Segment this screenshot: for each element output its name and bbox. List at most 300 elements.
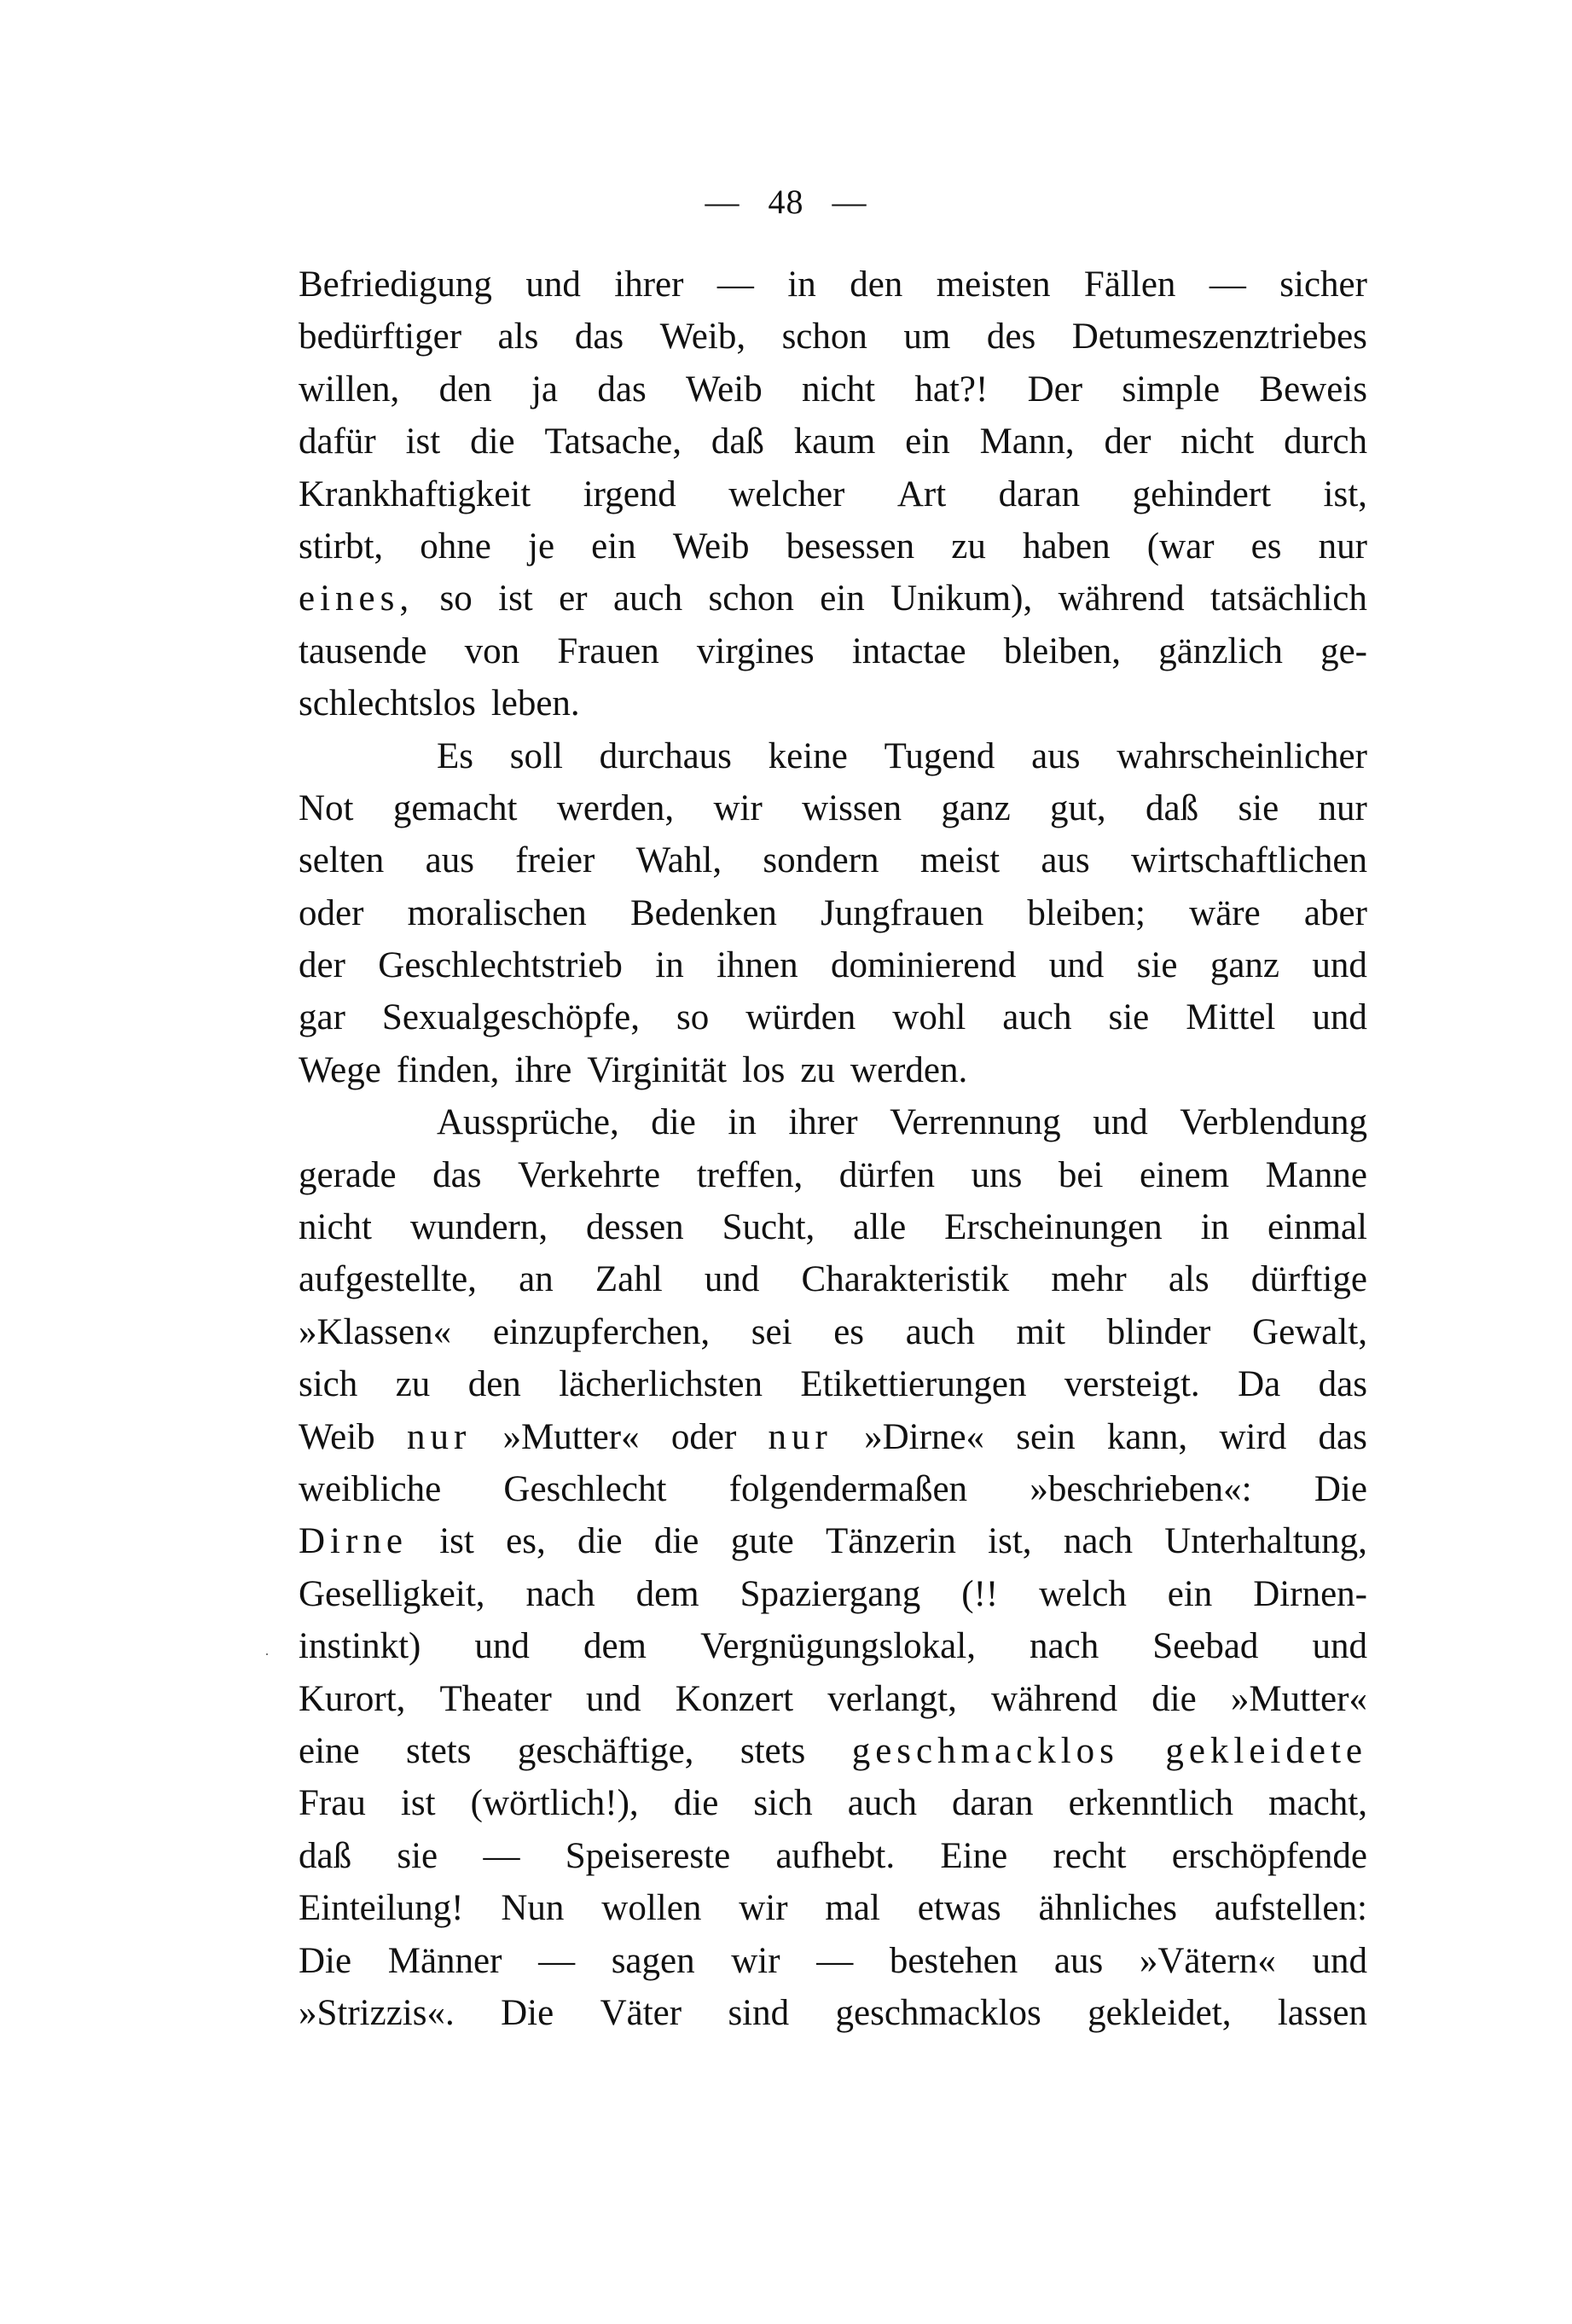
text-line <box>299 1777 1367 1829</box>
word: und <box>704 1259 760 1300</box>
word: Männer <box>387 1940 502 1981</box>
word: einem <box>1139 1154 1230 1195</box>
word: Konzert <box>675 1678 794 1719</box>
page-number-value: 48 <box>768 183 804 221</box>
word: Weib <box>672 526 750 566</box>
word: »Mutter« <box>502 1416 640 1457</box>
body-text <box>299 259 1367 2039</box>
word: Dirne <box>299 1521 408 1562</box>
word: und <box>585 1678 641 1719</box>
word: folgendermaßen <box>728 1468 968 1509</box>
word: je <box>528 526 555 566</box>
word: mehr <box>1051 1259 1127 1300</box>
word: sagen <box>611 1940 695 1981</box>
word: ihrer <box>788 1102 858 1143</box>
word: stirbt, <box>299 526 384 566</box>
word: werden, <box>556 787 675 828</box>
word: — <box>816 1940 854 1981</box>
word: die <box>673 1783 719 1824</box>
word: Beweis <box>1259 369 1367 410</box>
word: er <box>559 578 588 619</box>
text-line <box>299 1568 1367 1620</box>
word: auch <box>1002 997 1072 1038</box>
word: an <box>519 1259 554 1300</box>
word: ähnliches <box>1038 1888 1177 1929</box>
word: treffen, <box>696 1154 803 1195</box>
word: Eine <box>940 1835 1008 1876</box>
word: zu <box>951 526 986 566</box>
word: Vergnügungslokal, <box>700 1626 976 1667</box>
word: wollen <box>601 1888 702 1929</box>
word: Befriedigung <box>299 264 492 305</box>
word: sicher <box>1279 264 1367 305</box>
word: um <box>903 317 951 357</box>
text-line <box>299 1253 1367 1305</box>
text-line <box>299 1044 1367 1096</box>
text-line <box>299 1411 1367 1463</box>
word: ja <box>531 369 559 410</box>
word: ihre <box>514 1049 572 1090</box>
word: das <box>1318 1364 1367 1405</box>
word: nach <box>1030 1626 1099 1667</box>
word: meisten <box>936 264 1051 305</box>
word: Sexualgeschöpfe, <box>381 997 641 1038</box>
word: freier <box>515 840 595 881</box>
word: »Klassen« <box>299 1311 452 1352</box>
word: irgend <box>583 474 676 514</box>
word: bestehen <box>889 1940 1018 1981</box>
text-line <box>299 1306 1367 1358</box>
word: Der <box>1027 369 1083 410</box>
word: ein <box>1167 1573 1213 1614</box>
word: stets <box>406 1730 472 1771</box>
text-line <box>299 939 1367 991</box>
word: dessen <box>586 1207 684 1248</box>
word: besessen <box>786 526 915 566</box>
word: Charakteristik <box>801 1259 1010 1300</box>
word: die <box>651 1102 696 1143</box>
word: geschmacklos <box>835 1992 1041 2033</box>
word: die <box>577 1521 623 1562</box>
word: Seebad <box>1152 1626 1259 1667</box>
word: Frauen <box>557 630 659 671</box>
word: sich <box>753 1783 813 1824</box>
word: stets <box>740 1730 806 1771</box>
word: so <box>439 578 473 619</box>
word: nicht <box>802 369 876 410</box>
word: — <box>483 1835 520 1876</box>
word: wirtschaftlichen <box>1130 840 1367 881</box>
word: gänzlich <box>1158 630 1283 671</box>
word: aus <box>1053 1940 1104 1981</box>
text-line <box>299 520 1367 572</box>
word: Wahl, <box>635 840 722 881</box>
word: nur <box>1318 787 1367 828</box>
word: sie <box>1136 945 1178 986</box>
word: daran <box>998 474 1081 514</box>
word: schlechtslos <box>299 683 476 724</box>
word: eine <box>299 1730 360 1771</box>
word: willen, <box>299 369 400 410</box>
word: Wege <box>299 1049 381 1090</box>
word: Verkehrte <box>518 1154 661 1195</box>
word: auch <box>905 1311 975 1352</box>
text-line <box>299 677 1367 729</box>
word: wissen <box>802 787 902 828</box>
word: gerade <box>299 1154 397 1195</box>
word: bleiben, <box>1003 630 1122 671</box>
word: aus <box>1041 840 1090 881</box>
word: Die <box>1314 1468 1367 1509</box>
word: nicht <box>1180 421 1255 462</box>
text-line <box>299 1201 1367 1253</box>
word: wahrscheinlicher <box>1117 735 1367 776</box>
word: Die <box>501 1992 554 2033</box>
word: Detumeszenztriebes <box>1071 317 1367 357</box>
word: daß <box>1146 787 1199 828</box>
word: aus <box>1031 735 1081 776</box>
word: Weib, <box>659 317 746 357</box>
word: den <box>438 369 492 410</box>
word: — <box>538 1940 576 1981</box>
word: lassen <box>1277 1992 1367 2033</box>
word: dem <box>635 1573 699 1614</box>
word: welch <box>1039 1573 1127 1614</box>
word: — <box>1209 264 1246 305</box>
word: Da <box>1238 1364 1281 1405</box>
word: nicht <box>299 1207 372 1248</box>
word: — <box>716 264 754 305</box>
word: Virginität <box>587 1049 728 1090</box>
word: Es <box>437 735 473 776</box>
text-line <box>299 887 1367 939</box>
word: welcher <box>728 474 845 514</box>
text-line <box>299 625 1367 677</box>
word: Erscheinungen <box>944 1207 1163 1248</box>
text-line <box>299 1096 1367 1148</box>
word: (war <box>1146 526 1215 566</box>
word: bei <box>1058 1154 1104 1195</box>
word: würden <box>745 997 856 1038</box>
text-line <box>299 991 1367 1043</box>
word: Mann, <box>979 421 1075 462</box>
word: ist, <box>1323 474 1367 514</box>
word: Dirnen- <box>1253 1573 1367 1614</box>
word: moralischen <box>407 892 587 933</box>
word: wundern, <box>409 1207 548 1248</box>
word: leben. <box>490 683 580 724</box>
word: Tugend <box>884 735 995 776</box>
word: nach <box>525 1573 595 1614</box>
word: hat?! <box>914 369 989 410</box>
word: macht, <box>1268 1783 1367 1824</box>
word: mal <box>825 1888 880 1929</box>
word: die <box>653 1521 699 1562</box>
word: erschöpfende <box>1171 1835 1367 1876</box>
word: bleiben; <box>1027 892 1146 933</box>
word: simple <box>1122 369 1221 410</box>
word: wird <box>1219 1416 1287 1457</box>
word: ge- <box>1320 630 1367 671</box>
word: sein <box>1016 1416 1076 1457</box>
word: »beschrieben«: <box>1030 1468 1252 1509</box>
word: Väter <box>600 1992 682 2033</box>
word: Weib <box>686 369 763 410</box>
word: ist <box>439 1521 474 1562</box>
page-number <box>0 181 1572 224</box>
text-line <box>299 1515 1367 1567</box>
word: daran <box>952 1783 1034 1824</box>
word: »Vätern« <box>1139 1940 1276 1981</box>
word: Die <box>299 1940 352 1981</box>
text-line <box>299 572 1367 625</box>
text-line <box>299 1725 1367 1777</box>
word: von <box>464 630 520 671</box>
word: »Strizzis«. <box>299 1992 455 2033</box>
word: geschäftige, <box>517 1730 694 1771</box>
word: Jungfrauen <box>821 892 984 933</box>
word: in <box>728 1102 757 1143</box>
word: ist <box>400 1783 436 1824</box>
word: schon <box>708 578 794 619</box>
word: geschmacklos <box>851 1730 1119 1771</box>
word: bedürftiger <box>299 317 462 357</box>
word: dominierend <box>831 945 1017 986</box>
text-line <box>299 468 1367 520</box>
word: wir <box>731 1940 780 1981</box>
word: ein <box>905 421 950 462</box>
word: der <box>299 945 345 986</box>
word: aufstellen: <box>1214 1888 1367 1929</box>
word: Einteilung! <box>299 1888 464 1929</box>
word: aus <box>425 840 474 881</box>
word: gut, <box>1049 787 1106 828</box>
word: Bedenken <box>630 892 777 933</box>
word: tausende <box>299 630 427 671</box>
word: uns <box>971 1154 1023 1195</box>
word: alle <box>853 1207 907 1248</box>
word: ist <box>405 421 441 462</box>
word: ganz <box>1209 945 1279 986</box>
word: haben <box>1022 526 1111 566</box>
page-number-right-dash: — <box>832 183 867 221</box>
text-line <box>299 259 1367 311</box>
word: soll <box>509 735 563 776</box>
word: mit <box>1016 1311 1065 1352</box>
word: gekleidet, <box>1088 1992 1232 2033</box>
word: werden. <box>850 1049 968 1090</box>
word: nur <box>1318 526 1367 566</box>
word: in <box>655 945 684 986</box>
word: sie <box>1238 787 1279 828</box>
word: Tatsache, <box>544 421 682 462</box>
word: weibliche <box>299 1468 442 1509</box>
word: durch <box>1284 421 1367 462</box>
word: gemacht <box>392 787 518 828</box>
word: es <box>1250 526 1282 566</box>
text-line <box>299 363 1367 415</box>
word: intactae <box>851 630 966 671</box>
word: dürftige <box>1250 1259 1367 1300</box>
word: und <box>1312 945 1367 986</box>
word: Verrennung <box>890 1102 1061 1143</box>
word: und <box>525 264 581 305</box>
scan-speck <box>266 1653 268 1655</box>
word: Geselligkeit, <box>299 1573 485 1614</box>
word: Tänzerin <box>826 1521 956 1562</box>
word: auch <box>612 578 683 619</box>
word: aber <box>1303 892 1367 933</box>
word: daß <box>711 421 764 462</box>
word: als <box>497 317 539 357</box>
word: ein <box>820 578 865 619</box>
word: als <box>1168 1259 1209 1300</box>
word: die <box>470 421 515 462</box>
word: kann, <box>1106 1416 1188 1457</box>
word: Theater <box>439 1678 552 1719</box>
word: (wörtlich!), <box>470 1783 639 1824</box>
word: Etikettierungen <box>800 1364 1027 1405</box>
word: tatsächlich <box>1210 578 1367 619</box>
word: aufgestellte, <box>299 1259 477 1300</box>
word: nur <box>406 1416 472 1457</box>
word: gehindert <box>1132 474 1272 514</box>
word: kaum <box>793 421 876 462</box>
text-line <box>299 1882 1367 1934</box>
word: daß <box>299 1835 352 1876</box>
word: erkenntlich <box>1068 1783 1234 1824</box>
word: »Mutter« <box>1230 1678 1367 1719</box>
word: es <box>833 1311 865 1352</box>
word: meist <box>919 840 1001 881</box>
word: und <box>1093 1102 1148 1143</box>
word: die <box>1151 1678 1197 1719</box>
word: sind <box>728 1992 790 2033</box>
word: Zahl <box>595 1259 663 1300</box>
word: das <box>432 1154 482 1195</box>
word: Spaziergang <box>740 1573 921 1614</box>
word: während <box>1058 578 1185 619</box>
word: durchaus <box>599 735 732 776</box>
word: sei <box>751 1311 792 1352</box>
word: Geschlecht <box>503 1468 667 1509</box>
word: instinkt) <box>299 1626 421 1667</box>
word: gute <box>730 1521 794 1562</box>
word: Fällen <box>1083 264 1176 305</box>
word: ihnen <box>716 945 798 986</box>
word: Art <box>896 474 947 514</box>
word: in <box>787 264 816 305</box>
word: der <box>1104 421 1151 462</box>
word: gekleidete <box>1165 1730 1367 1771</box>
word: wir <box>713 787 763 828</box>
text-line <box>299 1149 1367 1201</box>
word: und <box>1048 945 1105 986</box>
word: lächerlichsten <box>559 1364 763 1405</box>
word: und <box>1312 1626 1367 1667</box>
word: finden, <box>396 1049 500 1090</box>
word: wir <box>739 1888 788 1929</box>
word: das <box>574 317 624 357</box>
text-line <box>299 1620 1367 1672</box>
word: eines, <box>299 578 415 619</box>
word: während <box>991 1678 1118 1719</box>
word: Nun <box>501 1888 565 1929</box>
word: Gewalt, <box>1252 1311 1367 1352</box>
word: versteigt. <box>1064 1364 1200 1405</box>
word: Geschlechtstrieb <box>378 945 623 986</box>
word: oder <box>299 892 364 933</box>
word: Manne <box>1265 1154 1367 1195</box>
word: sondern <box>763 840 879 881</box>
text-line <box>299 415 1367 468</box>
word: wohl <box>892 997 966 1038</box>
word: selten <box>299 840 385 881</box>
word: nur <box>768 1416 832 1457</box>
page-number-left-dash: — <box>705 183 740 221</box>
word: wäre <box>1189 892 1261 933</box>
word: und <box>1312 1940 1367 1981</box>
word: (!! <box>961 1573 999 1614</box>
word: ohne <box>420 526 491 566</box>
word: recht <box>1053 1835 1127 1876</box>
word: verlangt, <box>827 1678 957 1719</box>
word: Not <box>299 787 354 828</box>
text-line <box>299 834 1367 886</box>
word: Sucht, <box>722 1207 815 1248</box>
word: ganz <box>941 787 1011 828</box>
text-line <box>299 730 1367 782</box>
word: keine <box>768 735 848 776</box>
word: zu <box>395 1364 431 1405</box>
word: etwas <box>917 1888 1001 1929</box>
word: ist, <box>988 1521 1032 1562</box>
word: dafür <box>299 421 376 462</box>
word: »Dirne« <box>864 1416 985 1457</box>
word: den <box>850 264 903 305</box>
word: gar <box>299 997 345 1038</box>
text-line <box>299 1358 1367 1410</box>
word: Verblendung <box>1180 1102 1367 1143</box>
word: dem <box>583 1626 647 1667</box>
word: ein <box>591 526 636 566</box>
word: Weib <box>299 1416 375 1457</box>
text-line <box>299 311 1367 363</box>
word: Speisereste <box>565 1835 731 1876</box>
word: einmal <box>1267 1207 1367 1248</box>
word: oder <box>670 1416 737 1457</box>
word: schon <box>781 317 867 357</box>
word: und <box>474 1626 530 1667</box>
word: und <box>1312 997 1367 1038</box>
word: das <box>1318 1416 1367 1457</box>
text-line <box>299 782 1367 834</box>
word: sich <box>299 1364 358 1405</box>
word: Unterhaltung, <box>1164 1521 1367 1562</box>
word: aufhebt. <box>775 1835 896 1876</box>
word: Kurort, <box>299 1678 406 1719</box>
word: zu <box>800 1049 835 1090</box>
word: dürfen <box>838 1154 936 1195</box>
word: Aussprüche, <box>437 1102 619 1143</box>
word: los <box>742 1049 786 1090</box>
word: einzupferchen, <box>492 1311 711 1352</box>
word: auch <box>847 1783 917 1824</box>
word: sie <box>1108 997 1150 1038</box>
text-line <box>299 1935 1367 1987</box>
text-line <box>299 1830 1367 1882</box>
word: blinder <box>1106 1311 1211 1352</box>
